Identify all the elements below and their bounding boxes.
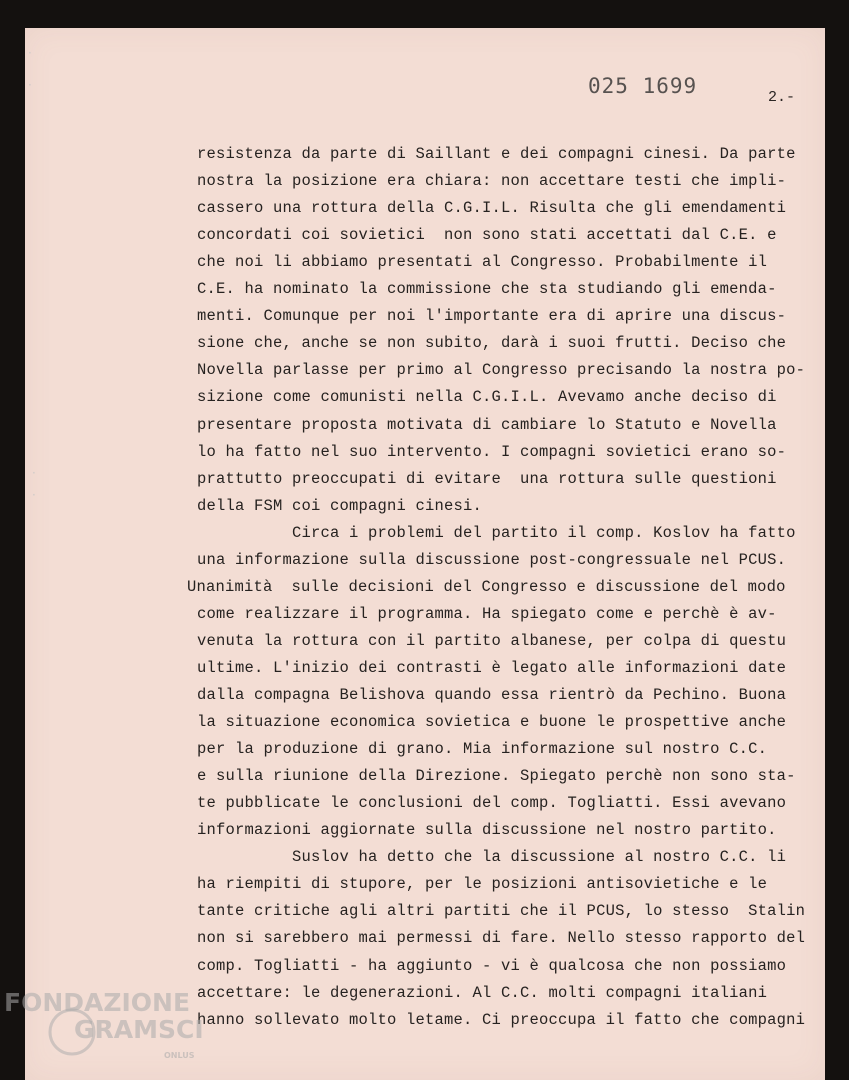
edge-mark: · — [28, 78, 32, 92]
text-line: te pubblicate le conclusioni del comp. Togliatti. Essi avevano — [197, 794, 787, 813]
text-line: Circa i problemi del partito il comp. Koslov ha fatto — [197, 523, 796, 542]
text-line: e sulla riunione della Direzione. Spiegato perchè non sono sta- — [197, 767, 796, 786]
edge-mark: · — [32, 488, 36, 502]
watermark-line-3: ONLUS — [164, 1051, 195, 1060]
text-line: hanno sollevato molto letame. Ci preoccupa il fatto che compagni — [197, 1010, 806, 1029]
text-line: sizione come comunisti nella C.G.I.L. Avevamo anche deciso di — [197, 388, 777, 407]
watermark-line-2: GRAMSCI — [74, 1015, 204, 1044]
text-line: C.E. ha nominato la commissione che sta studiando gli emenda- — [197, 280, 777, 299]
text-line: comp. Togliatti - ha aggiunto - vi è qualcosa che non possiamo — [197, 956, 787, 975]
text-line: accettare: le degenerazioni. Al C.C. molti compagni italiani — [197, 983, 768, 1002]
text-line: concordati coi sovietici non sono stati accettati dal C.E. e — [197, 226, 777, 245]
archive-number: 025 1699 — [588, 74, 698, 98]
text-line: ha riempiti di stupore, per le posizioni antisovietiche e le — [197, 875, 768, 894]
text-line: tante critiche agli altri partiti che il PCUS, lo stesso Stalin — [197, 902, 806, 921]
text-line: una informazione sulla discussione post-congressuale nel PCUS. — [197, 550, 787, 569]
text-line: non si sarebbero mai permessi di fare. Nello stesso rapporto del — [197, 929, 806, 948]
text-line: lo ha fatto nel suo intervento. I compagni sovietici erano so- — [197, 442, 787, 461]
text-line: come realizzare il programma. Ha spiegato come e perchè è av- — [197, 604, 777, 623]
text-line: dalla compagna Belishova quando essa rientrò da Pechino. Buona — [197, 686, 787, 704]
edge-mark: · — [28, 46, 32, 60]
text-line: Suslov ha detto che la discussione al nostro C.C. li — [197, 848, 787, 867]
fondazione-gramsci-watermark — [4, 985, 214, 1080]
text-line: informazioni aggiornate sulla discussione nel nostro partito. — [197, 821, 777, 840]
text-line: resistenza da parte di Saillant e dei compagni cinesi. Da parte — [197, 145, 796, 163]
text-line: che noi li abbiamo presentati al Congresso. Probabilmente il — [197, 253, 768, 272]
text-line: prattutto preoccupati di evitare una rottura sulle questioni — [197, 469, 777, 488]
text-line: venuta la rottura con il partito albanese, per colpa di questu — [197, 631, 787, 650]
text-line: cassero una rottura della C.G.I.L. Risulta che gli emendamenti — [197, 199, 787, 218]
text-line: nostra la posizione era chiara: non accettare testi che impli- — [197, 172, 787, 191]
text-line: sione che, anche se non subito, darà i suoi frutti. Deciso che — [197, 334, 787, 353]
edge-mark: · — [32, 466, 36, 480]
text-line: Novella parlasse per primo al Congresso precisando la nostra po- — [197, 361, 806, 380]
text-line: per la produzione di grano. Mia informazione sul nostro C.C. — [197, 740, 768, 759]
text-line: presentare proposta motivata di cambiare lo Statuto e Novella — [197, 415, 777, 434]
page-number: 2.- — [768, 89, 796, 106]
text-line: Unanimità sulle decisioni del Congresso e discussione del modo — [187, 577, 786, 596]
text-line: la situazione economica sovietica e buone le prospettive anche — [197, 713, 787, 732]
text-line: ultime. L'inizio dei contrasti è legato alle informazioni date — [197, 658, 787, 677]
text-line: menti. Comunque per noi l'importante era di aprire una discus- — [197, 307, 787, 326]
watermark-line-1: FONDAZIONE — [4, 988, 191, 1017]
text-line: della FSM coi compagni cinesi. — [197, 496, 483, 515]
